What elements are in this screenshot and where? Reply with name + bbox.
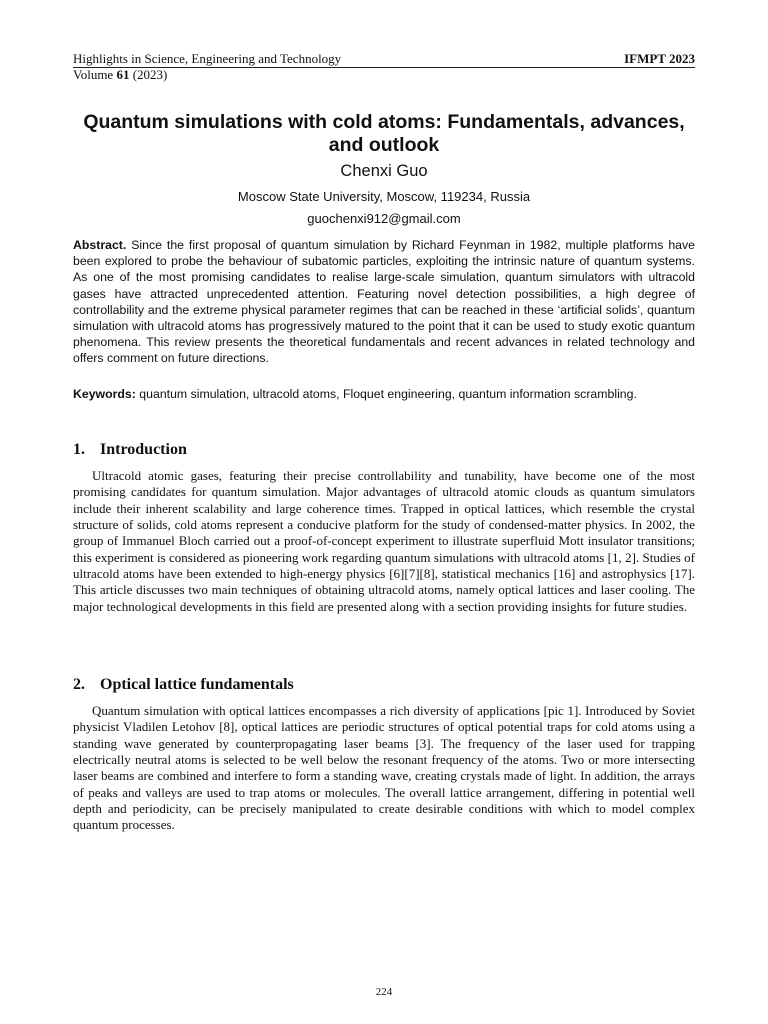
volume-line (73, 67, 167, 83)
author-affiliation: Moscow State University, Moscow, 119234, Russia (237, 189, 531, 204)
page-number: 224 (375, 986, 393, 998)
section-heading-introduction (73, 440, 695, 460)
keywords-text: quantum simulation, ultracold atoms, Floquet engineering, quantum information scrambling. (139, 387, 637, 401)
running-header (73, 51, 695, 68)
conference-name: IFMPT 2023 (624, 51, 695, 66)
keywords (73, 386, 695, 402)
volume-number: 61 (116, 67, 130, 82)
journal-name: Highlights in Science, Engineering and Technology (73, 51, 342, 66)
volume-year: (2023) (129, 67, 168, 82)
keywords-label: Keywords: (73, 387, 136, 401)
abstract-text: Since the first proposal of quantum simulation by Richard Feynman in 1982, multiple platforms have been explored to probe the behaviour of subatomic particles, exploiting the intrinsic nature of quantum systems. As one of the most promising candidates to realise large-scale simulation, quantum simulators with ultracold gases have attracted unprecedented attention. Featuring novel detection possibilities, a high degree of controllability and the extreme physical parameter regimes that can be reached in these ‘artificial solids’, quantum simulation with ultracold atoms has progressively matured to the point that it can be used to study exotic quantum phenomena. This review presents the theoretical fundamentals and recent advances in related technology and offers comment on future directions. (73, 238, 695, 366)
author-email: guochenxi912@gmail.com (307, 211, 461, 226)
section-body-optical-lattice: Quantum simulation with optical lattices encompasses a rich diversity of applications [pic 1]. Introduced by Soviet physicist Vladilen Letohov [8], optical lattices are periodic structures of optical potential traps for cold atoms using a standing wave generated by counterpropagating laser beams [3]. The frequency of the laser used for trapping electrically neutral atoms is selected to be well below the resonant frequency of the atoms. Two or more intersecting laser beams are combined and interfere to form a standing wave, creating crystals made of light. In addition, the arrays of peaks and valleys are used to trap atoms or molecules. The overall lattice arrangement, differing in potential well depth and periodicity, can be precisely manipulated to create desirable conditions with which to model complex quantum processes. (73, 703, 695, 833)
volume-prefix: Volume (73, 67, 117, 82)
abstract (73, 237, 695, 367)
section-body-introduction: Ultracold atomic gases, featuring their precise controllability and tunability, have become one of the most promising candidates for quantum simulation. Major advantages of ultracold atomic clouds as quantum simulators include their inherent scalability and large coherence times. Trapped in optical lattices, which resemble the crystal structure of solids, cold atoms represent a conducive platform for the study of condensed-matter physics. In 2002, the group of Immanuel Bloch carried out a proof-of-concept experiment to illustrate superfluid Mott insulator transitions; this experiment is considered as pioneering work regarding quantum simulations with ultracold atoms [1, 2]. Studies of ultracold atoms have been extended to high-energy physics [6][7][8], statistical mechanics [16] and astrophysics [17]. This article discusses two main techniques of obtaining ultracold atoms, namely optical lattices and laser cooling. The major technological developments in this field are presented along with a section providing insights for future studies. (73, 468, 695, 614)
section-number: 2. (73, 676, 85, 693)
abstract-label: Abstract. (73, 238, 127, 252)
section-title: Introduction (100, 441, 187, 458)
paper-title: Quantum simulations with cold atoms: Fundamentals, advances, and outlook (83, 111, 685, 156)
section-heading-optical-lattice (73, 675, 695, 695)
section-number: 1. (73, 441, 85, 458)
section-title: Optical lattice fundamentals (100, 676, 294, 693)
author-name: Chenxi Guo (340, 162, 428, 180)
